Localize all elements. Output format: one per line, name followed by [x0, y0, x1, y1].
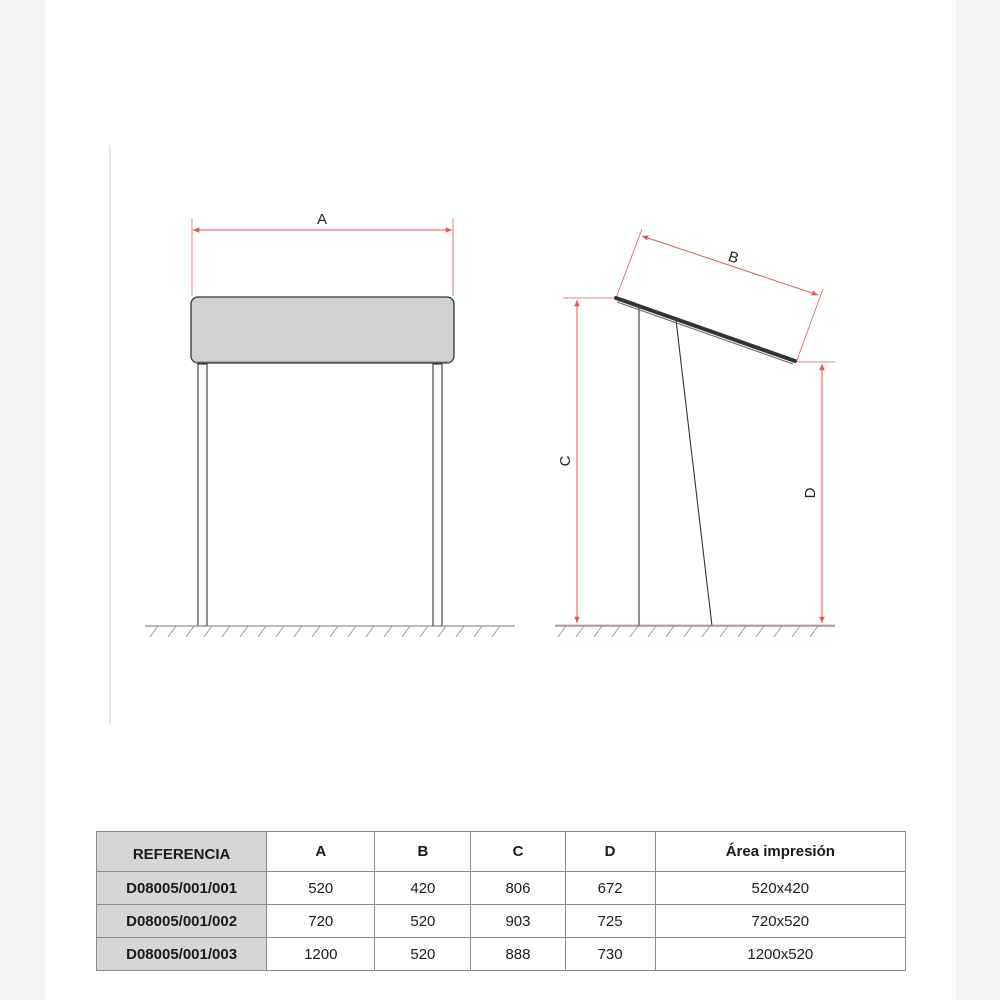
cell-d: 672 — [565, 872, 655, 905]
header-referencia: REFERENCIA — [97, 832, 267, 872]
side-stand-body — [639, 308, 712, 626]
cell-c: 806 — [471, 872, 565, 905]
header-b: B — [375, 832, 471, 872]
table-header-row — [97, 832, 906, 872]
cell-a: 720 — [267, 905, 375, 938]
cell-ref: D08005/001/001 — [97, 872, 267, 905]
cell-b: 420 — [375, 872, 471, 905]
dim-a-label: A — [316, 211, 328, 228]
front-ground — [145, 626, 515, 637]
cell-area: 520x420 — [655, 872, 905, 905]
cell-d: 725 — [565, 905, 655, 938]
cell-b: 520 — [375, 905, 471, 938]
dim-b-label: B — [726, 248, 741, 268]
front-left-leg — [198, 364, 207, 626]
dim-b-extension-bottom — [797, 289, 823, 360]
cell-b: 520 — [375, 938, 471, 971]
table-row — [97, 905, 906, 938]
front-panel — [191, 297, 454, 363]
header-c: C — [471, 832, 565, 872]
header-d: D — [565, 832, 655, 872]
cell-ref: D08005/001/003 — [97, 938, 267, 971]
dim-c-label: C — [557, 455, 574, 467]
cell-d: 730 — [565, 938, 655, 971]
side-ground — [555, 625, 835, 637]
cell-a: 1200 — [267, 938, 375, 971]
front-view — [145, 211, 515, 637]
table-row — [97, 938, 906, 971]
cell-c: 888 — [471, 938, 565, 971]
dim-d-label: D — [802, 487, 819, 499]
cell-ref: D08005/001/002 — [97, 905, 267, 938]
header-a: A — [267, 832, 375, 872]
cell-a: 520 — [267, 872, 375, 905]
dim-b-extension-top — [616, 229, 642, 298]
cell-area: 1200x520 — [655, 938, 905, 971]
header-area-impresion: Área impresión — [655, 832, 905, 872]
table-row — [97, 872, 906, 905]
dimensions-table — [96, 831, 906, 971]
side-view — [555, 229, 835, 637]
cell-c: 903 — [471, 905, 565, 938]
cell-area: 720x520 — [655, 905, 905, 938]
front-right-leg — [433, 364, 442, 626]
